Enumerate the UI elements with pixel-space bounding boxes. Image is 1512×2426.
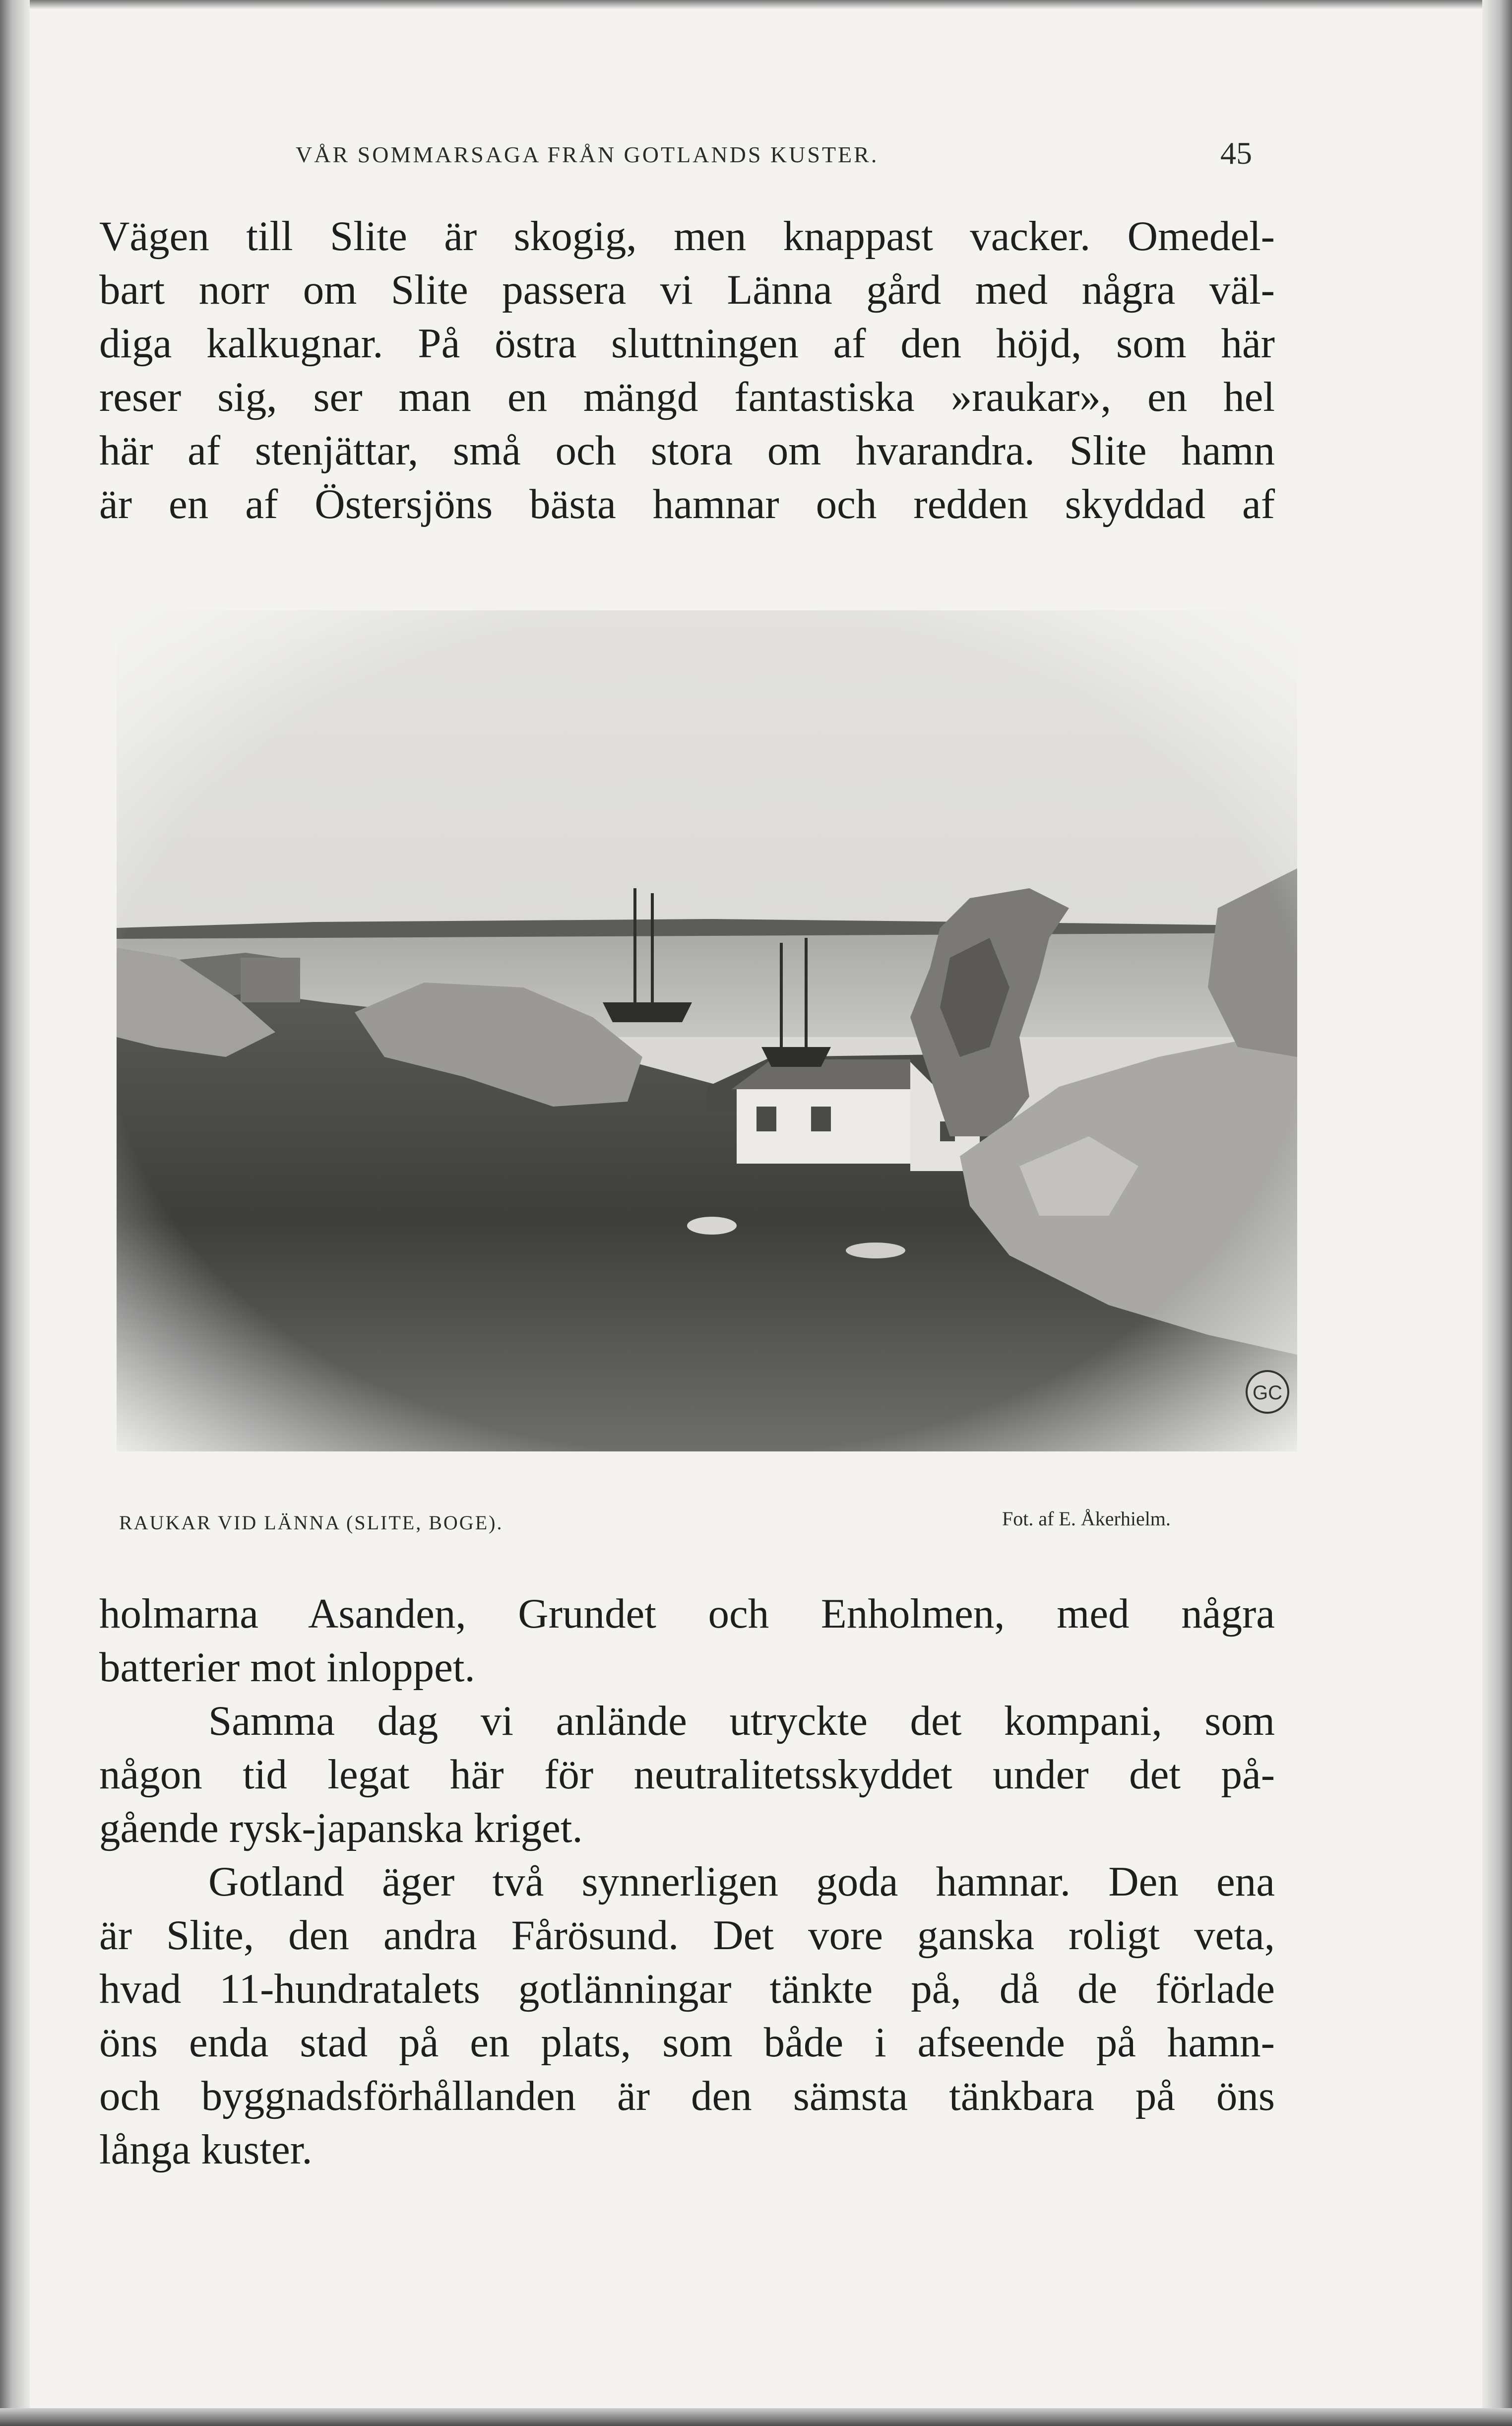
text-line: holmarna Asanden, Grundet och Enholmen, med några [99,1590,1275,1637]
text-line: gående rysk-japanska kriget. [99,1805,583,1851]
page-edge-left [0,0,30,2426]
text-line: någon tid legat här för neutralitetsskyddet under det på- [99,1751,1275,1798]
text-line: batterier mot inloppet. [99,1644,475,1691]
text-line: reser sig, ser man en mängd fantastiska »raukar», en hel [99,374,1275,420]
figure-caption: RAUKAR VID LÄNNA (SLITE, BOGE). [119,1511,504,1534]
svg-text:GC: GC [1253,1382,1282,1404]
text-line: diga kalkugnar. På östra sluttningen af den höjd, som här [99,320,1275,367]
page-number: 45 [1220,135,1252,171]
text-line: hvad 11-hundratalets gotlänningar tänkte på, då de förlade [99,1966,1275,2012]
text-line: bart norr om Slite passera vi Länna gård med några väl- [99,266,1275,313]
photograph-raukar [117,610,1297,1451]
photo-corner-mark [1247,1371,1288,1413]
text-line: Gotland äger två synnerligen goda hamnar. Den ena [208,1858,1275,1905]
paragraph-bottom [99,1587,1275,2176]
text-line: Samma dag vi anlände utryckte det kompani, som [208,1698,1275,1744]
text-line: här af stenjättar, små och stora om hvarandra. Slite hamn [99,427,1275,474]
text-line: och byggnadsförhållanden är den sämsta tänkbara på öns [99,2073,1275,2119]
text-line: är Slite, den andra Fårösund. Det vore ganska roligt veta, [99,1912,1275,1959]
text-line: Vägen till Slite är skogig, men knappast vacker. Omedel- [99,213,1275,260]
text-line: långa kuster. [99,2126,313,2173]
page-edge-top [0,0,1512,9]
paragraph-top [99,209,1275,531]
text-line: är en af Östersjöns bästa hamnar och redden skyddad af [99,481,1275,527]
page-edge-right [1482,0,1512,2426]
page-edge-bottom [0,2408,1512,2426]
text-line: öns enda stad på en plats, som både i afseende på hamn- [99,2019,1275,2066]
running-title: VÅR SOMMARSAGA FRÅN GOTLANDS KUSTER. [296,142,879,167]
photo-credit: Fot. af E. Åkerhielm. [1002,1508,1171,1530]
